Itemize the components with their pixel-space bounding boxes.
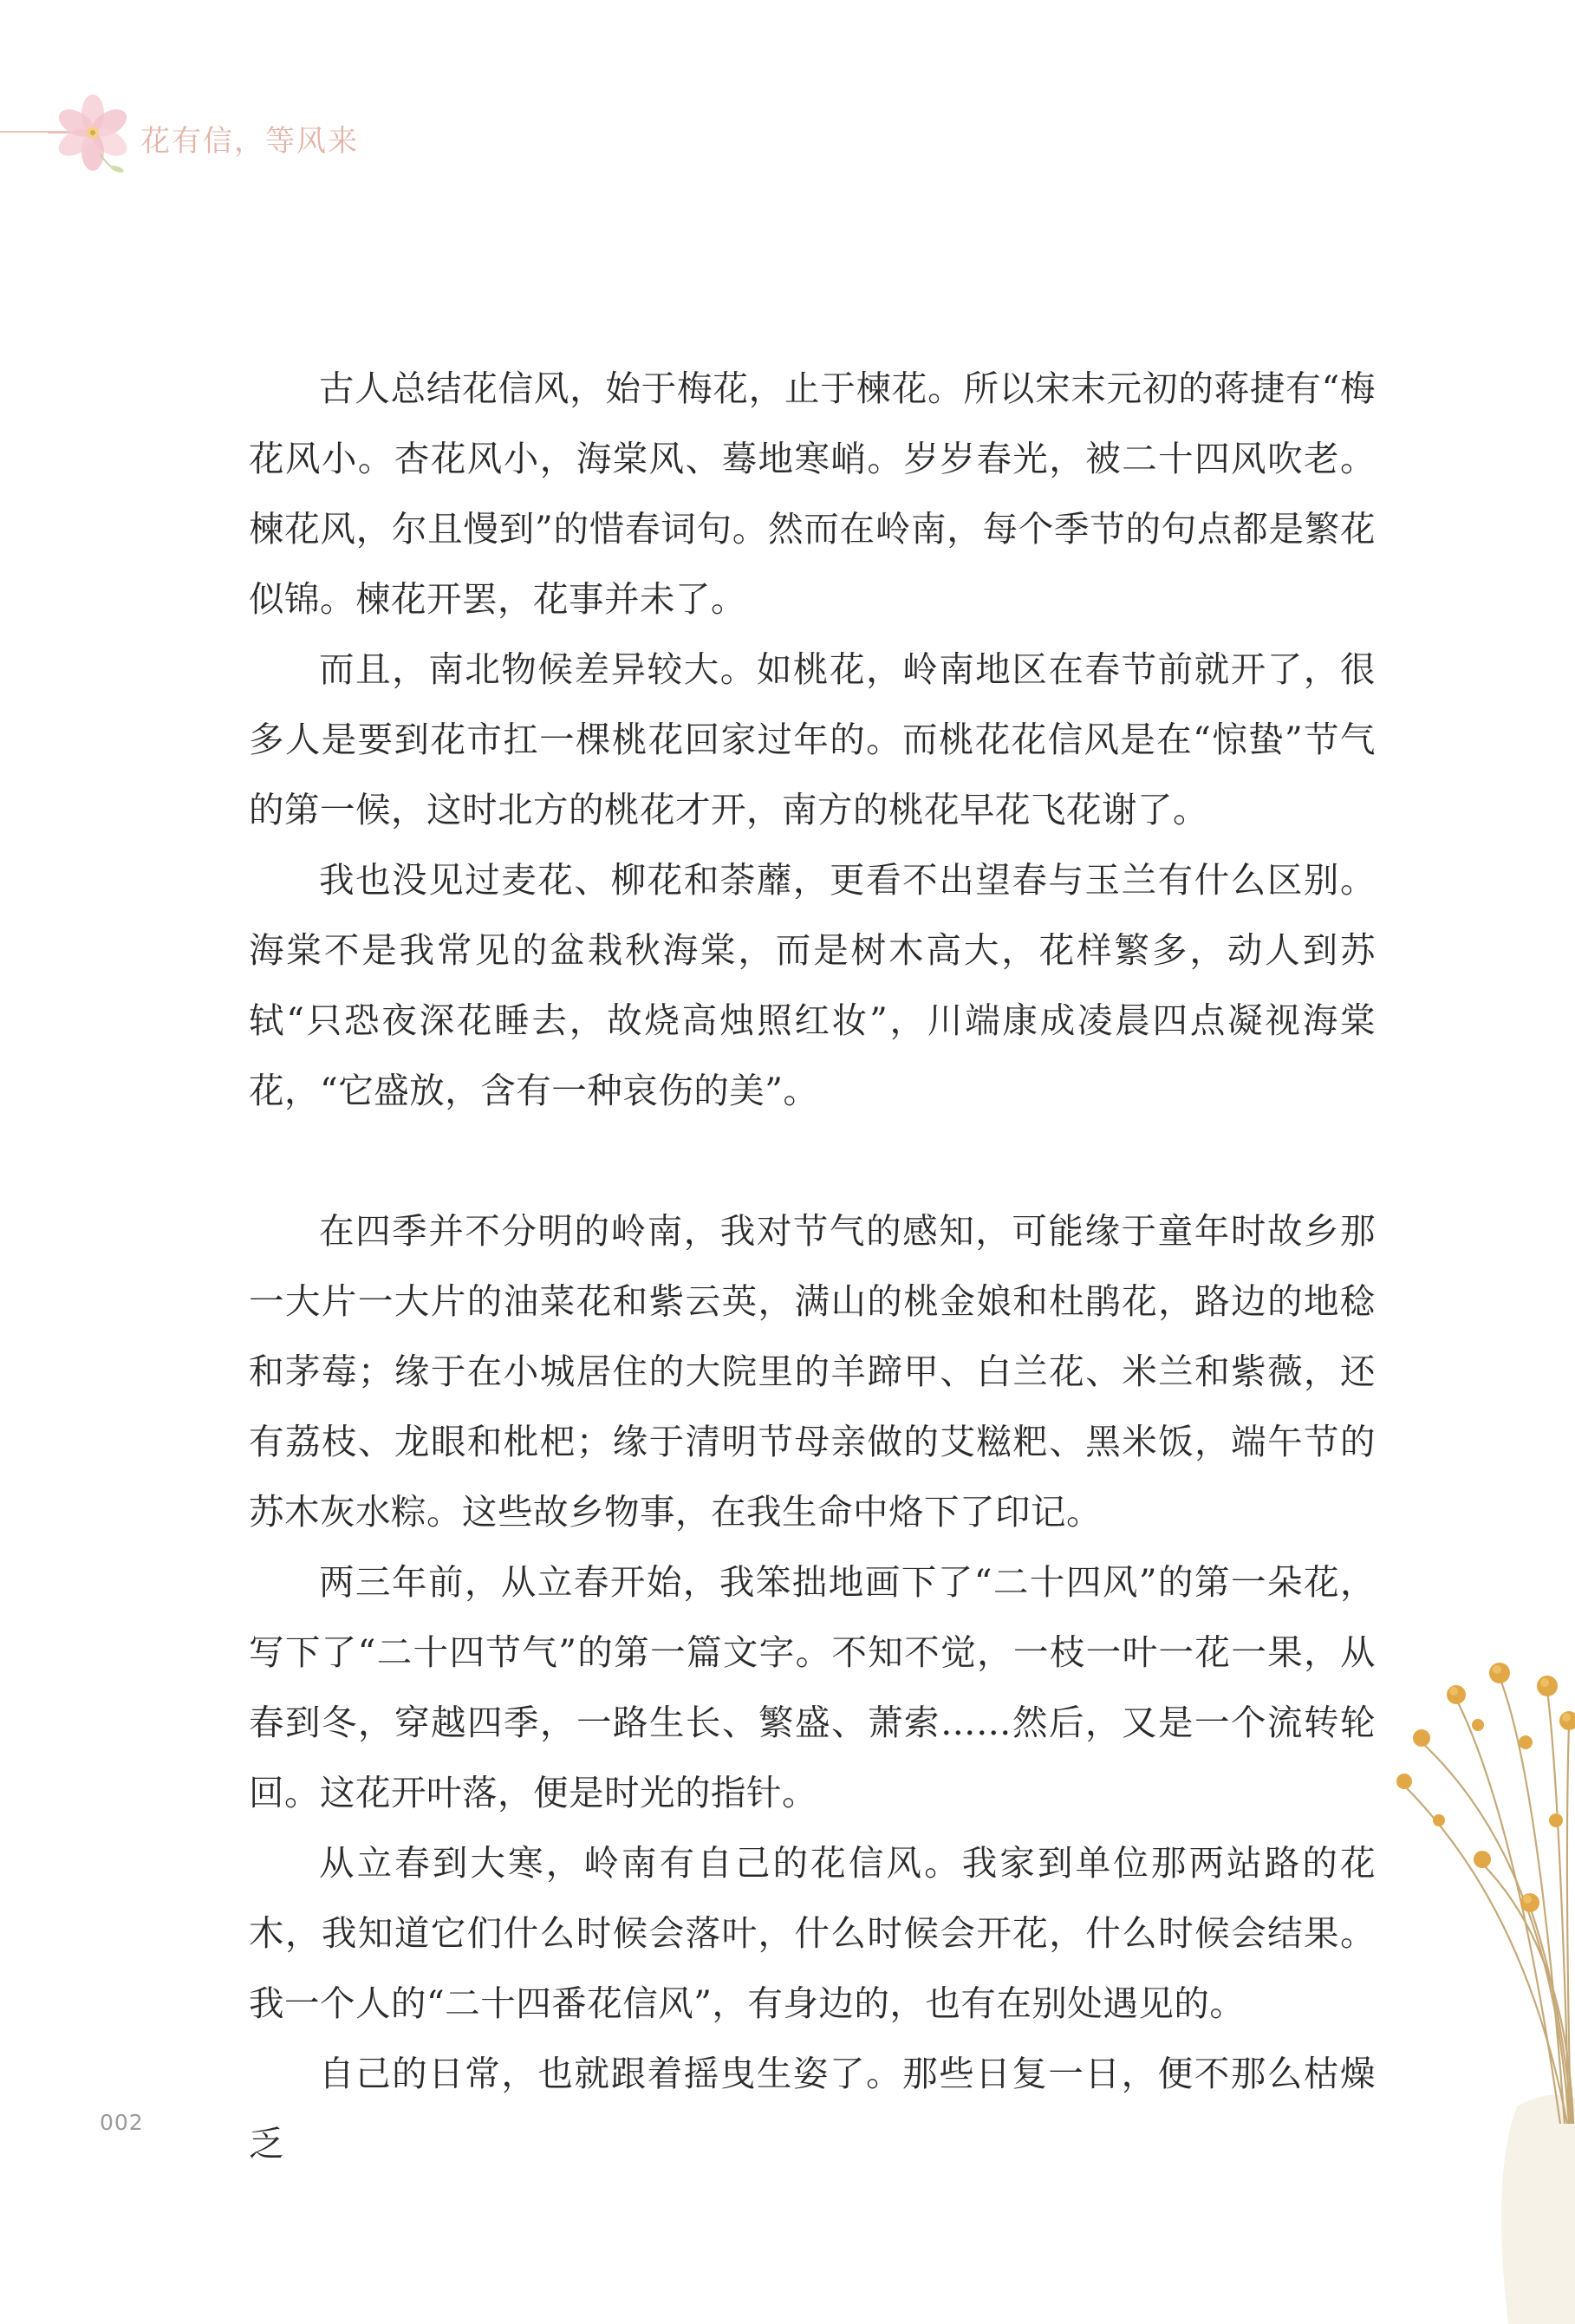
running-header — [0, 91, 485, 186]
paragraph: 我也没见过麦花、柳花和荼蘼，更看不出望春与玉兰有什么区别。海棠不是我常见的盆栽秋海棠，而是树木高大，花样繁多，动人到苏轼“只恐夜深花睡去，故烧高烛照红妆”，川端康成凌晨四点凝视海棠花，“它盛放，含有一种哀伤的美”。 — [249, 859, 1376, 1111]
paragraph: 在四季并不分明的岭南，我对节气的感知，可能缘于童年时故乡那一大片一大片的油菜花和紫云英，满山的桃金娘和杜鹃花，路边的地稔和茅莓；缘于在小城居住的大院里的羊蹄甲、白兰花、米兰和紫薇，还有荔枝、龙眼和枇杷；缘于清明节母亲做的艾糍粑、黑米饭，端午节的苏木灰水粽。这些故乡物事，在我生命中烙下了印记。 — [249, 1210, 1376, 1533]
paragraph: 两三年前，从立春开始，我笨拙地画下了“二十四风”的第一朵花，写下了“二十四节气”的第一篇文字。不知不觉，一枝一叶一花一果，从春到冬，穿越四季，一路生长、繁盛、萧索……然后，又是一个流转轮回。这花开叶落，便是时光的指针。 — [249, 1561, 1376, 1813]
paragraph: 从立春到大寒，岭南有自己的花信风。我家到单位那两站路的花木，我知道它们什么时候会落叶，什么时候会开花，什么时候会结果。我一个人的“二十四番花信风”，有身边的，也有在别处遇见的。 — [249, 1842, 1376, 2024]
running-title: 花有信，等风来 — [140, 124, 359, 159]
paragraph: 而且，南北物候差异较大。如桃花，岭南地区在春节前就开了，很多人是要到花市扛一棵桃花回家过年的。而桃花花信风是在“惊蛰”节气的第一候，这时北方的桃花才开，南方的桃花早花飞花谢了。 — [249, 648, 1376, 830]
page-number: 002 — [100, 2110, 144, 2135]
paragraph: 古人总结花信风，始于梅花，止于楝花。所以宋末元初的蒋捷有“梅花风小。杏花风小，海棠风、蓦地寒峭。岁岁春光，被二十四风吹老。楝花风，尔且慢到”的惜春词句。然而在岭南，每个季节的句点都是繁花似锦。楝花开罢，花事并未了。 — [249, 368, 1376, 620]
body-text — [249, 354, 1376, 2179]
pink-cosmos-flower-icon — [48, 91, 143, 178]
dried-craspedia-flowers-illustration — [1387, 823, 1575, 2324]
paragraph: 自己的日常，也就跟着摇曳生姿了。那些日复一日，便不那么枯燥乏 — [249, 2053, 1376, 2165]
section-break — [249, 1126, 1376, 1196]
